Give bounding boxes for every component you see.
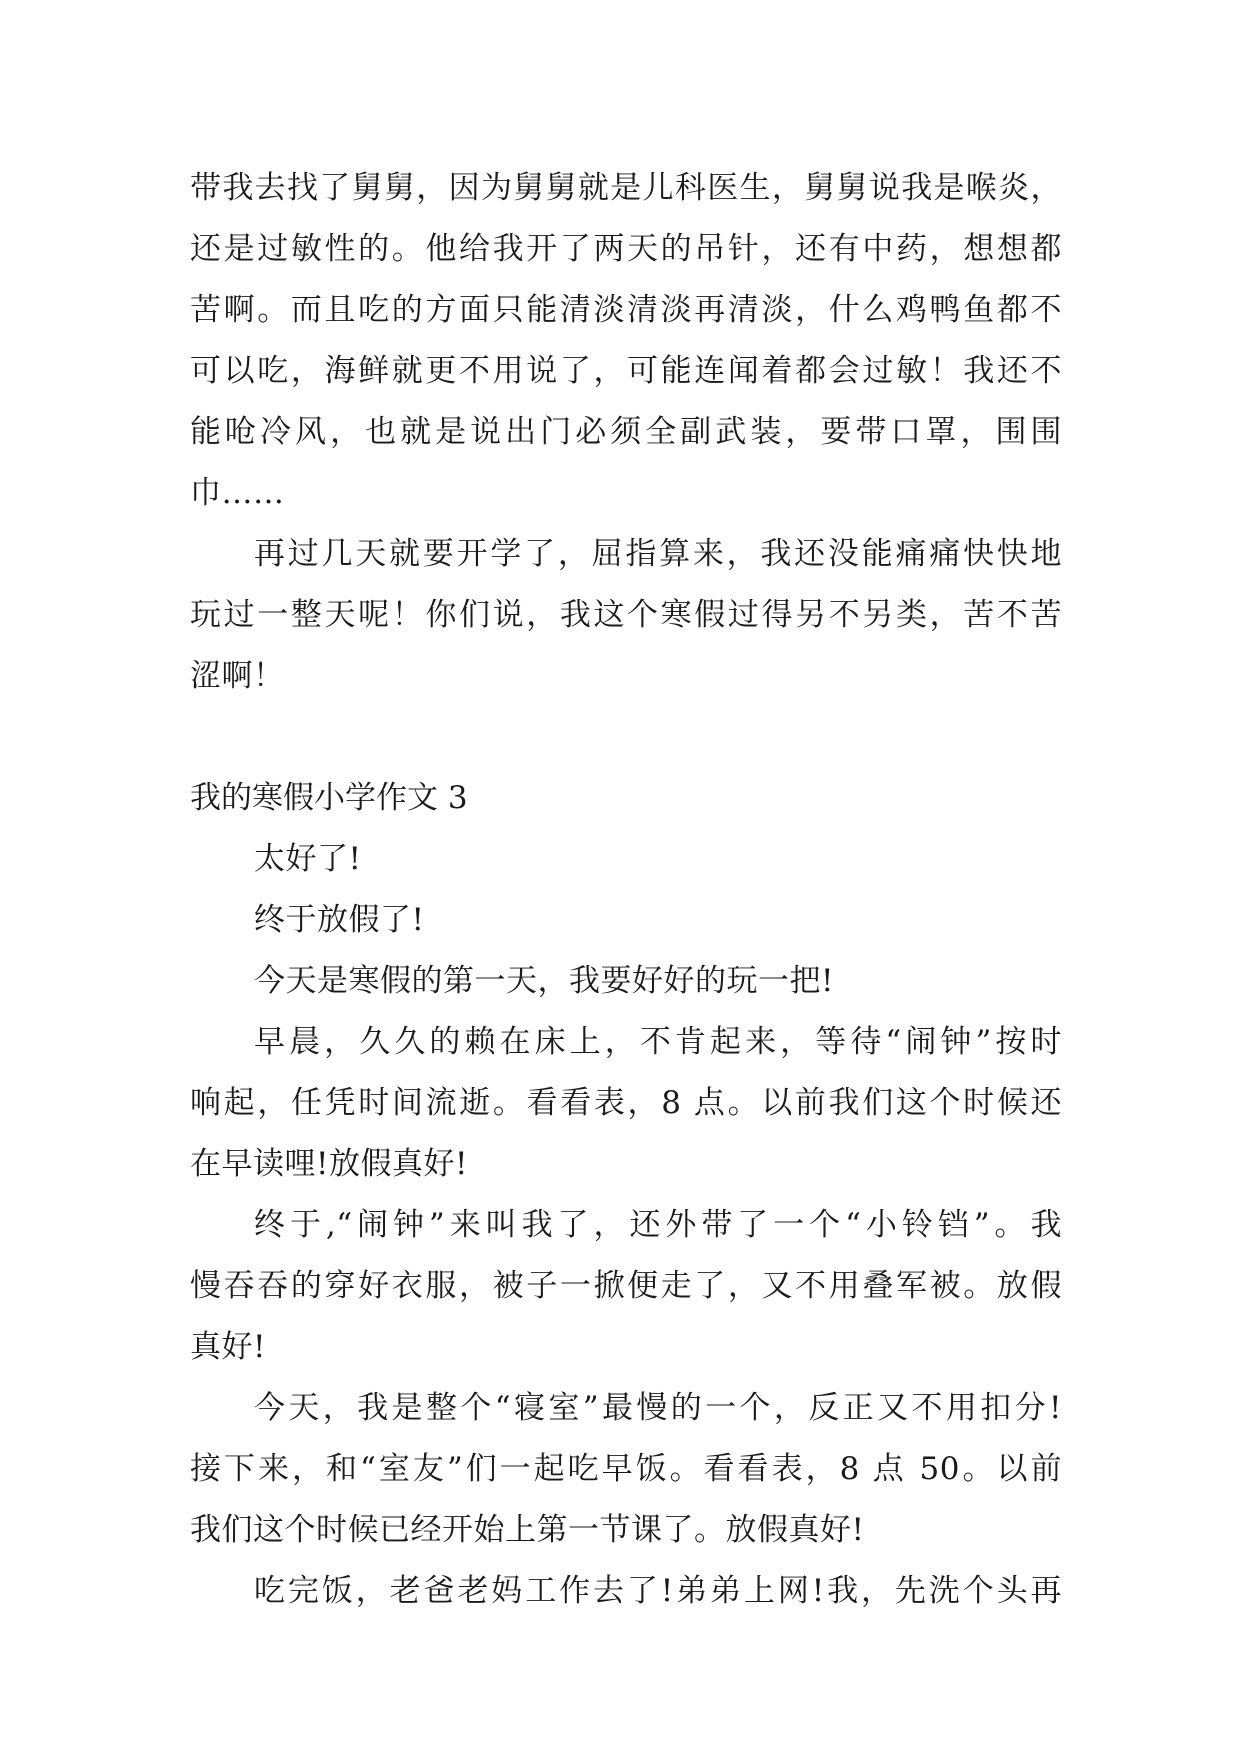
text-line: 真好! — [190, 1329, 266, 1365]
text-line: 巾…… — [190, 475, 285, 511]
document-page — [190, 158, 1062, 1622]
paragraph — [190, 1012, 1062, 1195]
text-line: 终于,“闹钟”来叫我了，还外带了一个“小铃铛”。我 — [254, 1207, 1062, 1243]
text-line: 带我去找了舅舅，因为舅舅就是儿科医生，舅舅说我是喉炎， — [190, 170, 1062, 206]
paragraph — [190, 158, 1062, 524]
text-line: 响起，任凭时间流逝。看看表，8 点。以前我们这个时候还 — [190, 1085, 1062, 1121]
text-line: 接下来，和“室友”们一起吃早饭。看看表，8 点 50。以前 — [190, 1451, 1062, 1487]
text-line: 太好了! — [254, 841, 362, 877]
text-line: 再过几天就要开学了，屈指算来，我还没能痛痛快快地 — [254, 536, 1062, 572]
paragraph-spacer — [190, 707, 1062, 768]
text-line: 在早读哩!放假真好! — [190, 1146, 468, 1182]
text-line: 还是过敏性的。他给我开了两天的吊针，还有中药，想想都 — [190, 231, 1062, 267]
paragraph — [190, 1561, 1062, 1622]
paragraph — [190, 1195, 1062, 1378]
paragraph — [190, 1378, 1062, 1561]
text-line: 玩过一整天呢！你们说，我这个寒假过得另不另类，苦不苦 — [190, 597, 1062, 633]
text-line: 涩啊！ — [190, 658, 285, 694]
paragraph — [190, 951, 1062, 1012]
section-title: 我的寒假小学作文 3 — [190, 780, 468, 816]
text-line: 苦啊。而且吃的方面只能清淡清淡再清淡，什么鸡鸭鱼都不 — [190, 292, 1062, 328]
text-line: 能呛冷风，也就是说出门必须全副武装，要带口罩，围围 — [190, 414, 1062, 450]
text-line: 早晨，久久的赖在床上，不肯起来，等待“闹钟”按时 — [254, 1024, 1062, 1060]
text-line: 可以吃，海鲜就更不用说了，可能连闻着都会过敏！我还不 — [190, 353, 1062, 389]
text-line: 终于放假了! — [254, 902, 425, 938]
text-line: 慢吞吞的穿好衣服，被子一掀便走了，又不用叠军被。放假 — [190, 1268, 1062, 1304]
paragraph — [190, 829, 1062, 890]
text-line: 今天，我是整个“寝室”最慢的一个，反正又不用扣分! — [254, 1390, 1062, 1426]
paragraph — [190, 890, 1062, 951]
paragraph — [190, 524, 1062, 707]
text-line: 我们这个时候已经开始上第一节课了。放假真好! — [190, 1512, 865, 1548]
text-line: 今天是寒假的第一天，我要好好的玩一把! — [254, 963, 834, 999]
text-line: 吃完饭，老爸老妈工作去了!弟弟上网!我，先洗个头再 — [254, 1573, 1062, 1609]
